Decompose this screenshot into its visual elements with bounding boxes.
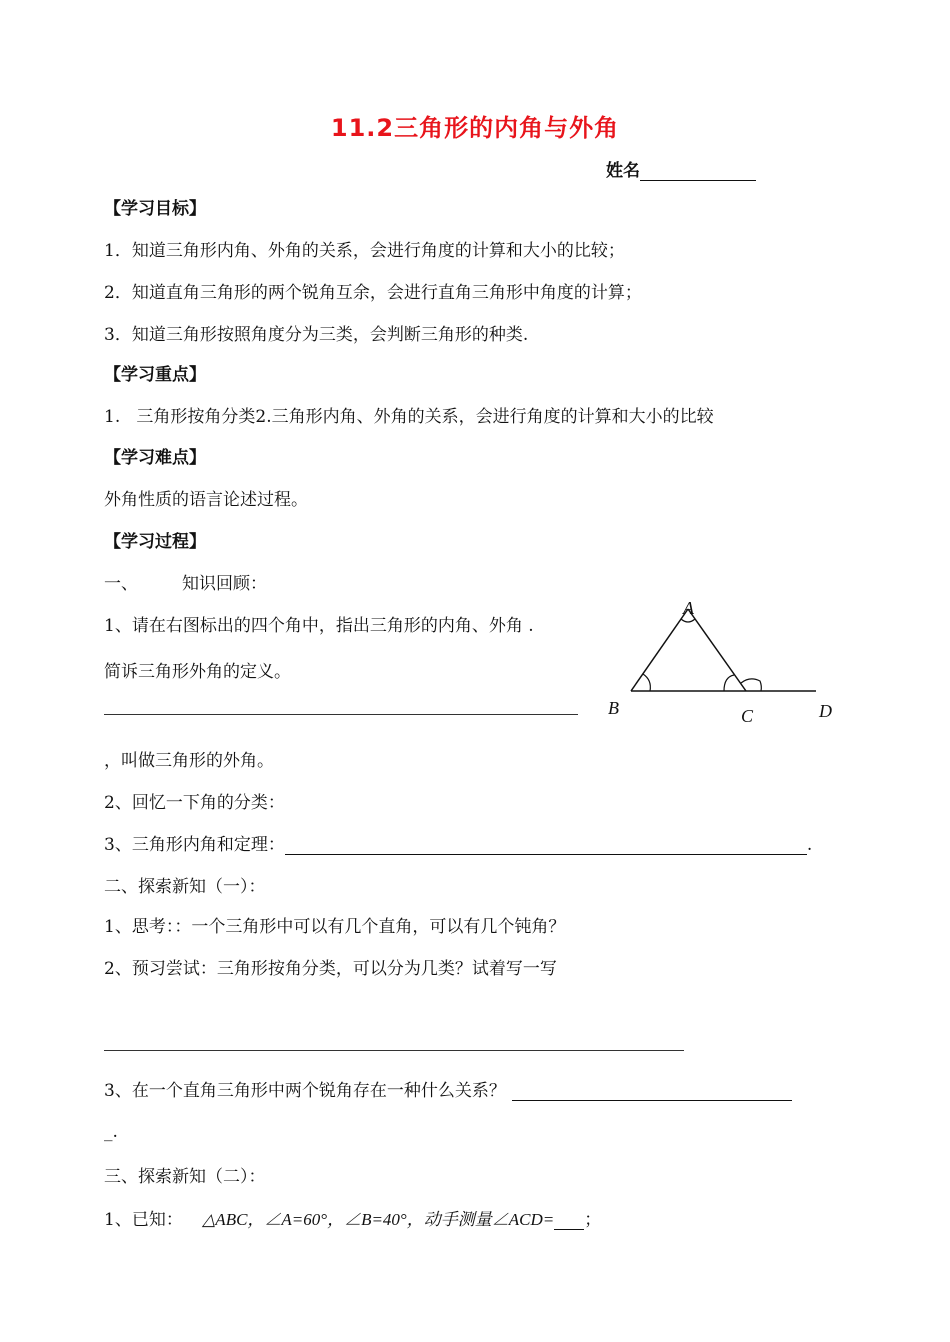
answer-line-definition[interactable]: [104, 714, 578, 715]
angle-b-arc: [643, 674, 650, 691]
goal-item-3: 3．知道三角形按照角度分为三类，会判断三角形的种类.: [104, 325, 529, 345]
question-1b: 简诉三角形外角的定义。: [104, 662, 291, 682]
question-3-end: .: [806, 835, 813, 855]
angle-acb-arc: [724, 675, 734, 691]
section1-number: 一、: [104, 574, 138, 594]
triangle-figure: [600, 600, 840, 730]
side-ab: [631, 609, 688, 691]
answer-blank-acute-relation[interactable]: [512, 1084, 792, 1101]
section3-question-1-row: [104, 1205, 601, 1230]
goal-item-2: 2．知道直角三角形的两个锐角互余，会进行直角三角形中角度的计算；: [104, 283, 642, 303]
goals-heading: 【学习目标】: [104, 199, 206, 219]
section2-question-2: 2、预习尝试：三角形按角分类，可以分为几类？试着写一写: [104, 959, 557, 979]
question-2: 2、回忆一下角的分类：: [104, 793, 285, 813]
question-3-row: [104, 830, 812, 855]
answer-blank-acd[interactable]: [554, 1213, 584, 1230]
label-b: B: [608, 698, 619, 718]
section2-question-3-row: [104, 1076, 792, 1101]
section2-question-3-end: _.: [104, 1122, 118, 1142]
key-points-text: 1. 三角形按角分类2.三角形内角、外角的关系，会进行角度的计算和大小的比较: [104, 407, 714, 427]
section3-question-1-body: △ABC，∠A=60°，∠B=40°，动手测量∠ACD=: [202, 1210, 555, 1229]
question-3: 3、三角形内角和定理：: [104, 835, 285, 855]
section2-title: 二、探索新知（一）：: [104, 877, 266, 897]
angle-a-arc: [681, 619, 695, 622]
name-field: [606, 156, 756, 181]
process-heading: 【学习过程】: [104, 532, 206, 552]
key-points-heading: 【学习重点】: [104, 365, 206, 385]
difficulties-heading: 【学习难点】: [104, 448, 206, 468]
question-1c: ，叫做三角形的外角。: [104, 751, 274, 771]
page-title: 11.2三角形的内角与外角: [330, 114, 620, 142]
name-blank[interactable]: [640, 162, 756, 181]
question-1: 1、请在右图标出的四个角中，指出三角形的内角、外角 .: [104, 616, 534, 636]
name-label: 姓名: [606, 161, 640, 181]
section3-question-1-end: ；: [584, 1210, 602, 1230]
label-c: C: [741, 706, 754, 726]
label-d: D: [819, 701, 832, 721]
answer-line-classification[interactable]: [104, 1050, 684, 1051]
section2-question-1: 1、思考：：一个三角形中可以有几个直角，可以有几个钝角？: [104, 917, 566, 937]
goal-item-1: 1．知道三角形内角、外角的关系，会进行角度的计算和大小的比较；: [104, 241, 625, 261]
section3-question-1-prefix: 1、已知：: [104, 1210, 183, 1230]
section1-title: 知识回顾：: [182, 574, 267, 594]
label-a: A: [683, 600, 694, 618]
side-ac: [688, 609, 746, 691]
section2-question-3: 3、在一个直角三角形中两个锐角存在一种什么关系？: [104, 1081, 506, 1101]
answer-blank-theorem[interactable]: [285, 838, 807, 855]
difficulties-text: 外角性质的语言论述过程。: [104, 490, 308, 510]
section3-title: 三、探索新知（二）：: [104, 1167, 266, 1187]
